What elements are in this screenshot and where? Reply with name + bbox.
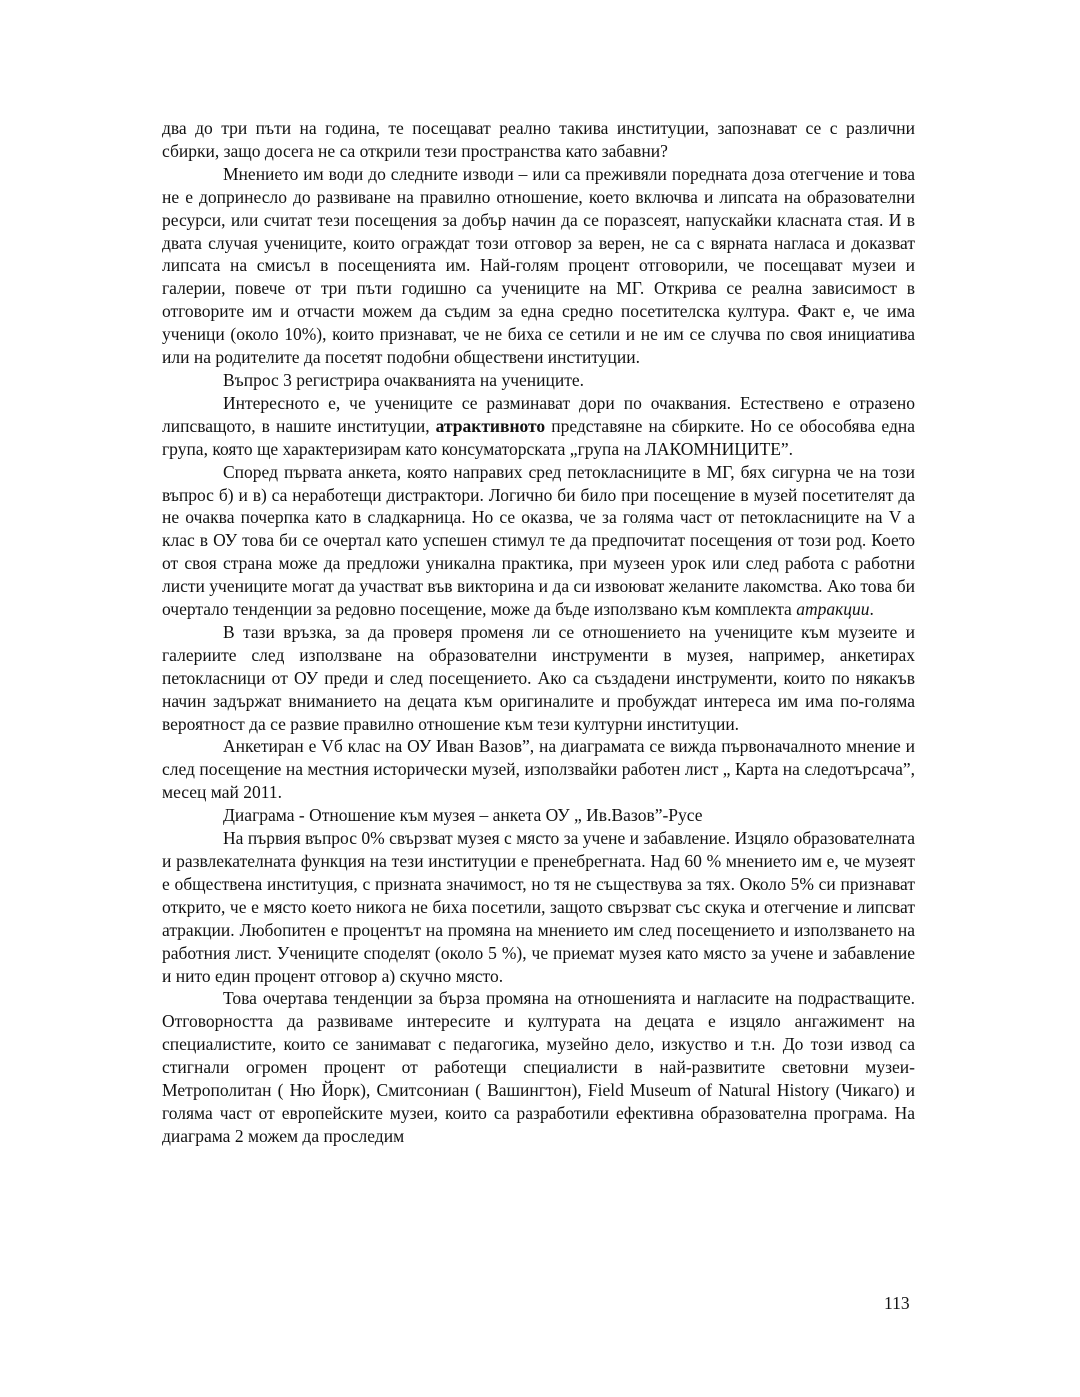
paragraph-9: На първия въпрос 0% свързват музея с място за учене и забавление. Изцяло образователната и развлекателната функция на тези институции е пренебрегната. Над 60 % мнението им е, че музеят е обществена институция, с призната значимост, но тя не съществува за тях. Около 5% си признават открито, че е място което никога не биха посетили, защото свързват със скука и отегчение и липсват атракции. Любопитен е процентът на промяна на мнението им след посещението и използването на работния лист. Учениците споделят (около 5 %), че приемат музея като място за учене и забавление и нито един процент отговор а) скучно място. [162,828,915,986]
paragraph-6: В тази връзка, за да проверя променя ли се отношението на учениците към музеите и галериите след използване на образователни инструменти в музея, например, анкетирах петокласници от ОУ преди и след посещението. Ако са създадени инструменти, които по някакъв начин задържат вниманието на децата към оригиналите и пробуждат интереса им има по-голяма вероятност да се развие правилно отношение към тези културни институции. [162,621,915,734]
paragraph-7: Анкетиран е Vб клас на ОУ Иван Вазов”, на диаграмата се вижда първоначалното мнение и след посещение на местния исторически музей, използвайки работен лист „ Карта на следотърсача”, месец май 2011. [162,736,915,803]
paragraph-5-text-start: Според първата анкета, която направих сред петокласниците в МГ, бях сигурна че на този въпрос б) и в) са неработещи дистрактори. Логично би било при посещение в музей посетителят да не очаква почерпка като в сладкарница. Но се оказва, че за голяма част от петокласниците на V а клас в ОУ това би се очертал като успешен стимул те да предпочитат посещения от този род. Което от своя страна може да предложи уникална практика, при музеен урок или след работа с работни листи учениците могат да участват във викторина и да си извоюват желаните лакомства. Ако това би очертало тенденции за редовно посещение, може да бъде използвано към комплекта [162,461,915,620]
paragraph-4 [162,392,915,461]
document-body [162,117,915,1148]
paragraph-2: Мнението им води до следните изводи – или са преживяли поредната доза отегчение и това не е допринесло до развиване на правилно отношение, което включва и липсата на образователни ресурси, или считат тези посещения за добър начин да се поразсеят, напускайки класната стая. И в двата случая учениците, които ограждат този отговор за верен, не са с вярната нагласа и доказват липсата на смисъл в посещенията им. Най-голям процент отговорили, че посещават музеи и галерии, повече от три пъти годишно са учениците на МГ. Открива се реална зависимост в отговорите им и отчасти можем да съдим за една средно посетителска култура. Факт е, че има ученици (около 10%), които признават, че не биха се сетили и не им се случва по своя инициатива или на родителите да посетят подобни обществени институции. [162,163,915,368]
paragraph-10: Това очертава тенденции за бърза промяна на отношенията и нагласите на подрастващите. Отговорността да развиваме интересите и културата на децата е изцяло ангажимент на специалистите, които се занимават с педагогика, музейно дело, изкуство и т.н. До този извод са стигнали огромен процент от работещи специалисти в най-развитите световни музеи- Метрополитан ( Ню Йорк), Смитсониан ( Вашингтон), Field Museum of Natural History (Чикаго) и голяма част от европейските музеи, които са разработили ефективна образователна програма. На диаграма 2 можем да проследим [162,988,915,1146]
diagram-caption: Диаграма - Отношение към музея – анкета ОУ „ Ив.Вазов”-Русе [223,805,703,826]
page-number: 113 [884,1293,910,1313]
paragraph-5 [162,461,915,621]
emphasis-attractive: атрактивното [435,415,546,436]
paragraph-3: Въпрос 3 регистрира очакванията на учениците. [223,369,585,390]
paragraph-4-text-start: Интересното е, че учениците се разминават дори по очаквания. Естествено е отразено липсващото, в нашите институции, [162,392,915,436]
paragraph-1: два до три пъти на година, те посещават реално такива институции, запознават се с различни сбирки, защо досега не са открили тези пространства като забавни? [162,118,915,161]
emphasis-attractions: атракции [796,599,870,620]
paragraph-4-text-end: представяне на сбирките. Но се обособява една група, която ще характеризирам като консуматорската „група на ЛАКОМНИЦИТЕ”. [162,415,915,459]
paragraph-5-text-end: . [869,599,874,620]
